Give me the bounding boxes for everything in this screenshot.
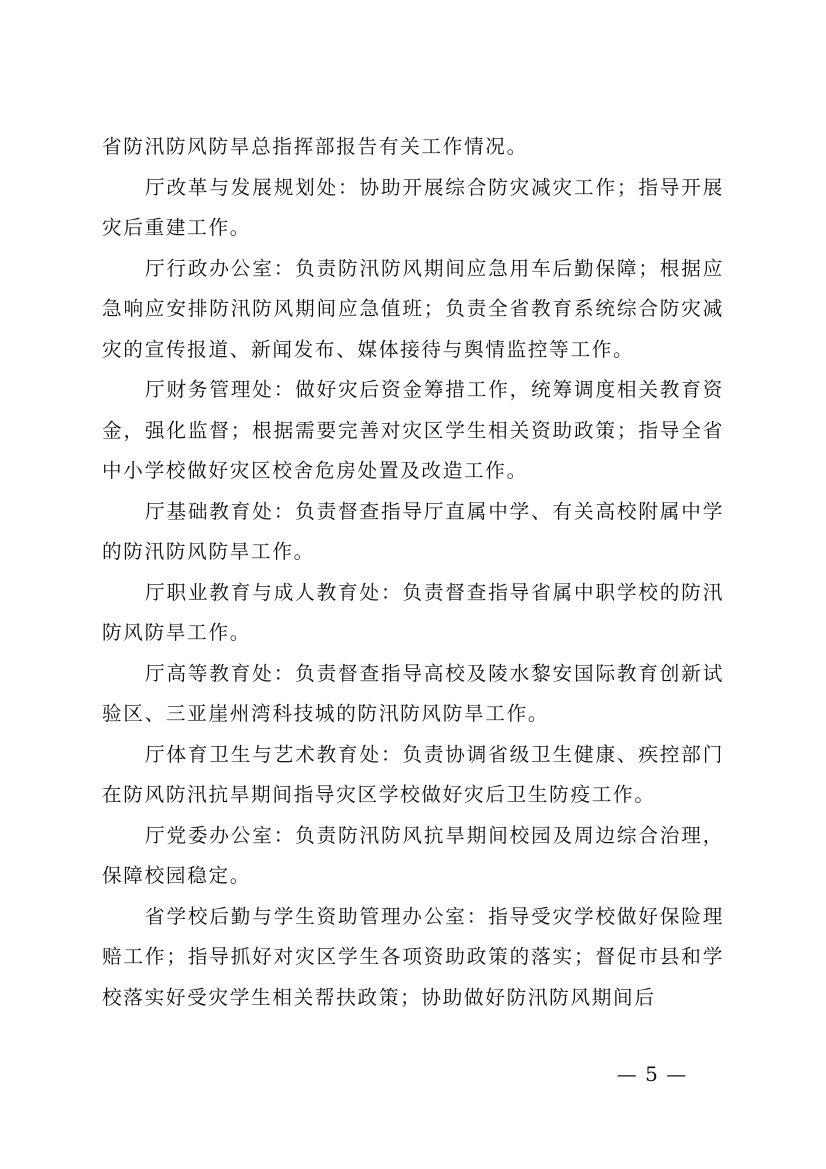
paragraph-administrative-office: 厅行政办公室：负责防汛防风期间应急用车后勤保障；根据应急响应安排防汛防风期间应急值班；负责全省教育系统综合防灾减灾的宣传报道、新闻发布、媒体接待与舆情监控等工作。 bbox=[102, 256, 724, 361]
paragraph-party-committee-office: 厅党委办公室：负责防汛防风抗旱期间校园及周边综合治理，保障校园稳定。 bbox=[102, 823, 724, 887]
page-number: — 5 — bbox=[616, 1062, 688, 1086]
paragraph-planning-division: 厅改革与发展规划处：协助开展综合防灾减灾工作；指导开展灾后重建工作。 bbox=[102, 175, 724, 239]
paragraph-finance-division: 厅财务管理处：做好灾后资金筹措工作，统筹调度相关教育资金，强化监督；根据需要完善对灾区学生相关资助政策；指导全省中小学校做好灾区校舍危房处置及改造工作。 bbox=[102, 378, 724, 482]
paragraph-vocational-education-division: 厅职业教育与成人教育处：负责督查指导省属中职学校的防汛防风防旱工作。 bbox=[102, 580, 724, 644]
body-text bbox=[102, 127, 724, 1018]
paragraph-sports-health-arts-division: 厅体育卫生与艺术教育处：负责协调省级卫生健康、疾控部门在防风防汛抗旱期间指导灾区学校做好灾后卫生防疫工作。 bbox=[102, 742, 724, 806]
paragraph-continuation: 省防汛防风防旱总指挥部报告有关工作情况。 bbox=[102, 135, 528, 158]
paragraph-logistics-aid-office: 省学校后勤与学生资助管理办公室：指导受灾学校做好保险理赔工作；指导抓好对灾区学生各项资助政策的落实；督促市县和学校落实好受灾学生相关帮扶政策；协助做好防汛防风期间后 bbox=[102, 904, 724, 1009]
paragraph-higher-education-division: 厅高等教育处：负责督查指导高校及陵水黎安国际教育创新试验区、三亚崖州湾科技城的防汛防风防旱工作。 bbox=[102, 661, 724, 725]
paragraph-basic-education-division: 厅基础教育处：负责督查指导厅直属中学、有关高校附属中学的防汛防风防旱工作。 bbox=[102, 499, 724, 563]
